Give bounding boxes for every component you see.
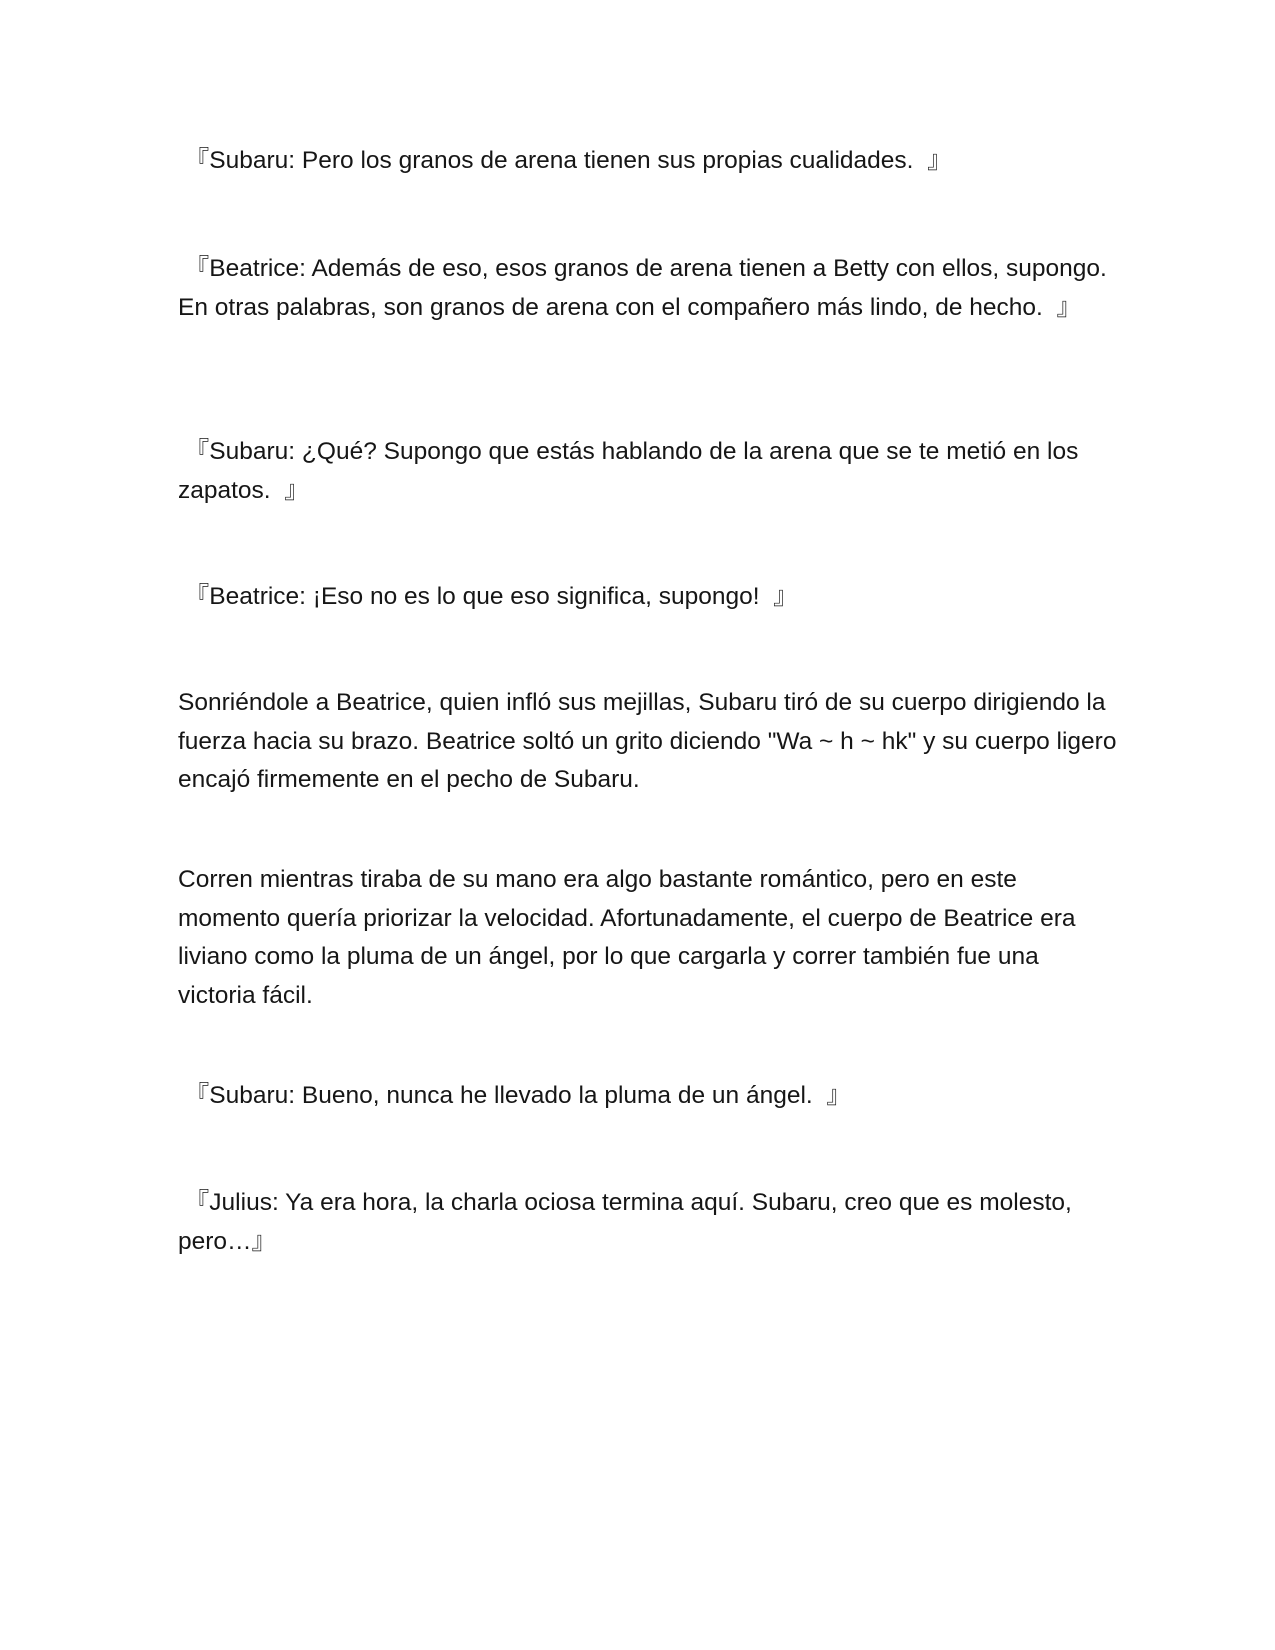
narration-paragraph-1: Sonriéndole a Beatrice, quien infló sus mejillas, Subaru tiró de su cuerpo dirigiendo la fuerza hacia su brazo. Beatrice soltó un grito diciendo "Wa ~ h ~ hk" y su cuerpo ligero encajó firmemente en el pecho de Subaru. <box>178 689 1117 793</box>
narration-paragraph-2: Corren mientras tiraba de su mano era algo bastante romántico, pero en este momento quería priorizar la velocidad. Afortunadamente, el cuerpo de Beatrice era liviano como la pluma de un ángel, por lo que cargarla y correr también fue una victoria fácil. <box>178 866 1076 1009</box>
dialogue-beatrice-1: 『Beatrice: Además de eso, esos granos de arena tienen a Betty con ellos, supongo. En otras palabras, son granos de arena con el compañero más lindo, de hecho. 』 <box>178 255 1107 321</box>
dialogue-subaru-2: 『Subaru: ¿Qué? Supongo que estás hablando de la arena que se te metió en los zapatos. 』 <box>178 438 1079 504</box>
dialogue-beatrice-2: 『Beatrice: ¡Eso no es lo que eso significa, supongo! 』 <box>178 583 798 610</box>
dialogue-subaru-3: 『Subaru: Bueno, nunca he llevado la pluma de un ángel. 』 <box>178 1082 851 1109</box>
dialogue-subaru-1: 『Subaru: Pero los granos de arena tienen sus propias cualidades. 』 <box>178 147 952 174</box>
dialogue-julius-1: 『Julius: Ya era hora, la charla ociosa termina aquí. Subaru, creo que es molesto, pero…』 <box>178 1189 1072 1255</box>
